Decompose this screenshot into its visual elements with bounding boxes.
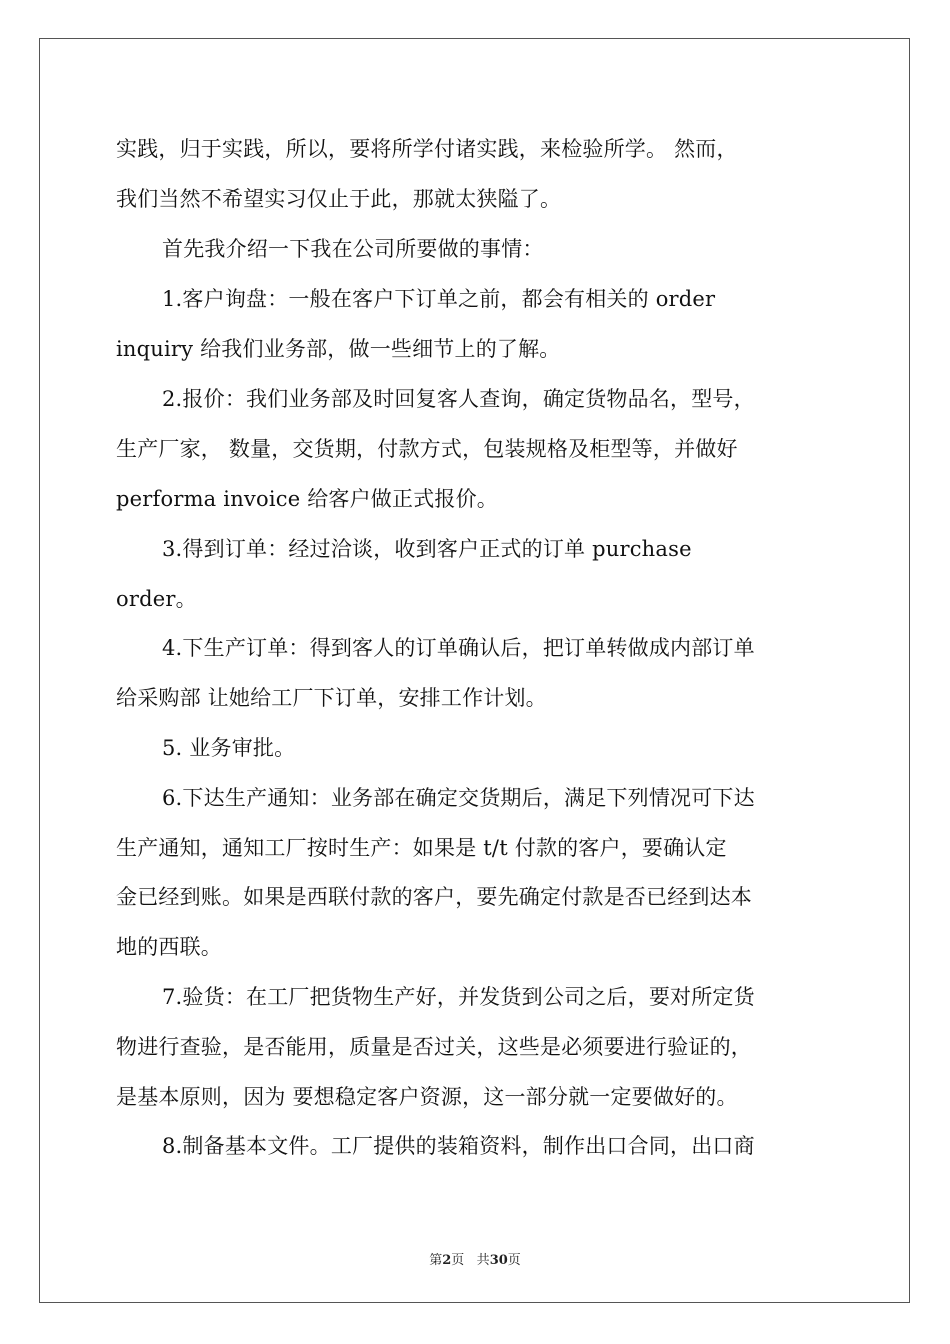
text-line: 生产通知，通知工厂按时生产：如果是 t/t 付款的客户，要确认定 [116, 836, 727, 860]
text-line: 8.制备基本文件。工厂提供的装箱资料，制作出口合同，出口商 [162, 1134, 755, 1158]
text-line: 4.下生产订单：得到客人的订单确认后，把订单转做成内部订单 [162, 636, 755, 660]
text-line: 7.验货：在工厂把货物生产好，并发货到公司之后，要对所定货 [162, 985, 755, 1009]
text-line: inquiry 给我们业务部，做一些细节上的了解。 [116, 337, 561, 361]
text-line: 我们当然不希望实习仅止于此，那就太狭隘了。 [116, 187, 562, 211]
text-line: 3.得到订单：经过洽谈，收到客户正式的订单 purchase [162, 537, 692, 561]
footer-page-suffix: 页 [451, 1253, 465, 1268]
text-line: performa invoice 给客户做正式报价。 [116, 487, 498, 511]
text-line: 实践，归于实践，所以，要将所学付诸实践，来检验所学。 然而， [116, 137, 738, 161]
text-line: 是基本原则，因为 要想稳定客户资源，这一部分就一定要做好的。 [116, 1085, 738, 1109]
text-line: 6.下达生产通知：业务部在确定交货期后，满足下列情况可下达 [162, 786, 755, 810]
text-line: 生产厂家， 数量，交货期，付款方式，包装规格及柜型等，并做好 [116, 437, 738, 461]
text-line: 金已经到账。如果是西联付款的客户，要先确定付款是否已经到达本 [116, 885, 752, 909]
page-border [39, 38, 910, 1303]
page-footer [0, 1249, 950, 1268]
footer-page-number: 2 [442, 1253, 452, 1268]
text-line: 2.报价：我们业务部及时回复客人查询，确定货物品名，型号， [162, 387, 755, 411]
footer-total-suffix: 页 [507, 1253, 521, 1268]
text-line: 5. 业务审批。 [162, 736, 296, 760]
footer-page-prefix: 第 [429, 1253, 443, 1268]
footer-total-number: 30 [489, 1253, 508, 1268]
text-line: 1.客户询盘：一般在客户下订单之前，都会有相关的 order [162, 287, 716, 311]
text-line: 首先我介绍一下我在公司所要做的事情： [162, 237, 544, 261]
text-line: 物进行查验，是否能用，质量是否过关，这些是必须要进行验证的， [116, 1035, 752, 1059]
footer-total-prefix: 共 [476, 1253, 490, 1268]
text-line: 地的西联。 [116, 935, 222, 959]
text-line: 给采购部 让她给工厂下订单，安排工作计划。 [116, 686, 547, 710]
text-line: order。 [116, 587, 197, 611]
